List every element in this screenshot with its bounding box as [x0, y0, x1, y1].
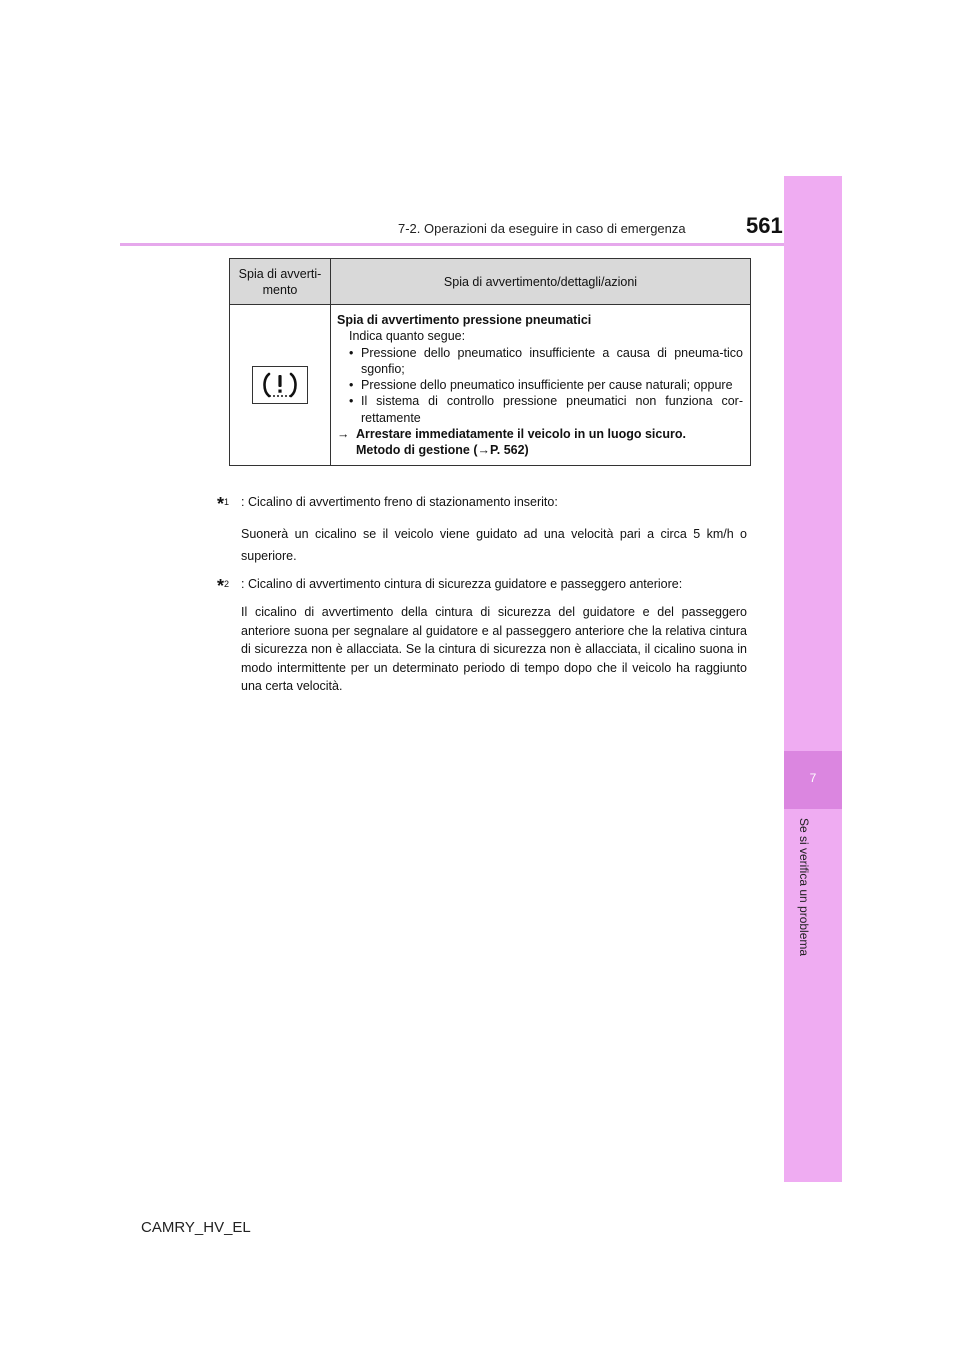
footnote-marker	[217, 493, 241, 516]
table-header-row	[230, 259, 751, 305]
icon-cell	[230, 305, 331, 466]
list-item	[337, 393, 743, 426]
bullet-text: Il sistema di controllo pressione pneumatici non funziona cor-rettamente	[361, 394, 743, 425]
document-code: CAMRY_HV_EL	[141, 1219, 251, 1236]
bullet-text: Pressione dello pneumatico insufficiente per cause naturali; oppure	[361, 378, 733, 393]
footnote-marker	[217, 575, 241, 598]
section-title: 7-2. Operazioni da eseguire in caso di emergenza	[398, 221, 686, 236]
arrow-icon: →	[337, 427, 350, 442]
bullet-symbol: •	[349, 378, 354, 393]
chapter-title: Se si verifica un problema	[797, 818, 811, 957]
chapter-side-tab	[784, 176, 842, 1182]
footnote-star: *	[217, 494, 225, 515]
list-item	[337, 377, 743, 393]
chapter-number: 7	[809, 771, 817, 785]
table-row	[230, 305, 751, 466]
bullet-symbol: •	[349, 345, 354, 360]
footnote-body: Suonerà un cicalino se il veicolo viene guidato ad una velocità pari a circa 5 km/h o superiore.	[241, 527, 747, 564]
warning-intro: Indica quanto segue:	[349, 329, 466, 344]
tire-pressure-warning-icon	[252, 366, 308, 404]
action-line	[337, 426, 743, 442]
footnote-label	[217, 493, 747, 516]
footnote-heading: : Cicalino di avvertimento freno di stazionamento inserito:	[241, 495, 558, 509]
action-text: Arrestare immediatamente il veicolo in un luogo sicuro.	[356, 427, 686, 442]
reference-link[interactable]: Metodo di gestione (→P. 562)	[356, 443, 529, 458]
footnote-star: *	[217, 576, 225, 597]
footnotes	[217, 493, 747, 696]
bullet-text: Pressione dello pneumatico insufficiente a causa di pneuma-tico sgonfio;	[361, 345, 743, 376]
footnote-heading: : Cicalino di avvertimento cintura di sicurezza guidatore e passeggero anteriore:	[241, 577, 683, 592]
details-cell	[331, 305, 751, 466]
bullet-symbol: •	[349, 394, 354, 409]
column-header-details: Spia di avvertimento/dettagli/azioni	[331, 259, 751, 305]
header-rule	[120, 243, 842, 246]
page-number: 561	[746, 213, 783, 238]
footnote-body: Il cicalino di avvertimento della cintura di sicurezza del guidatore e del passeggero anteriore suona per segnalare al guidatore e al passeggero anteriore che la relativa cintura di sicurezza non è allacciata. Se la cintura di sicurezza non è allacciata, il cicalino suona in modo intermittente per un determinato periodo di tempo dopo che il veicolo ha raggiunto una certa velocità.	[241, 605, 747, 694]
footnote-number: 2	[224, 579, 230, 590]
list-item	[337, 345, 743, 378]
footnote-label	[217, 575, 747, 598]
warning-title: Spia di avvertimento pressione pneumatici	[337, 313, 592, 327]
warning-light-table	[229, 258, 751, 466]
column-header-warning-light: Spia di avverti-mento	[230, 259, 331, 305]
footnote-number: 1	[224, 497, 230, 507]
